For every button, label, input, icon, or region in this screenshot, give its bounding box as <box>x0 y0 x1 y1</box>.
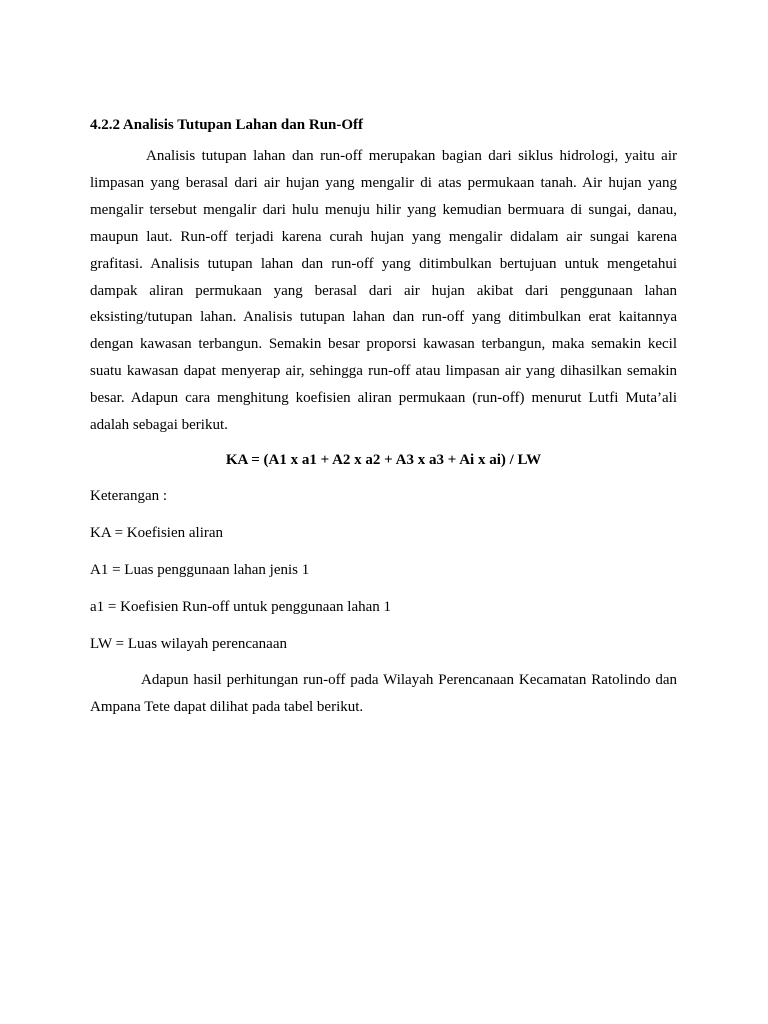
legend-item-lw: LW = Luas wilayah perencanaan <box>90 635 287 652</box>
body-paragraph-1: Analisis tutupan lahan dan run-off merupakan bagian dari siklus hidrologi, yaitu air limpasan yang berasal dari air hujan yang mengalir di atas permukaan tanah. Air hujan yang mengalir tersebut mengalir dari hulu menuju hilir yang kemudian bermuara di sungai, danau, maupun laut. Run-off terjadi karena curah hujan yang mengalir didalam air sungai karena grafitasi. Analisis tutupan lahan dan run-off yang ditimbulkan bertujuan untuk mengetahui dampak aliran permukaan yang berasal dari air hujan akibat dari penggunaan lahan eksisting/tutupan lahan. Analisis tutupan lahan dan run-off yang ditimbulkan erat kaitannya dengan kawasan terbangun. Semakin besar proporsi kawasan terbangun, maka semakin kecil suatu kawasan dapat menyerap air, sehingga run-off atau limpasan air yang dihasilkan semakin besar. Adapun cara menghitung koefisien aliran permukaan (run-off) menurut Lutfi Muta’ali adalah sebagai berikut. <box>90 148 677 434</box>
section-heading: 4.2.2 Analisis Tutupan Lahan dan Run-Off <box>90 117 364 133</box>
page-content <box>90 115 677 721</box>
legend-title: Keterangan : <box>90 487 168 504</box>
legend-item-a1-coefficient: a1 = Koefisien Run-off untuk penggunaan lahan 1 <box>90 598 392 615</box>
formula: KA = (A1 x a1 + A2 x a2 + A3 x a3 + Ai x ai) / LW <box>225 451 542 468</box>
legend-item-ka: KA = Koefisien aliran <box>90 524 224 541</box>
body-paragraph-2: Adapun hasil perhitungan run-off pada Wilayah Perencanaan Kecamatan Ratolindo dan Ampana Tete dapat dilihat pada tabel berikut. <box>90 671 677 715</box>
legend-item-a1: A1 = Luas penggunaan lahan jenis 1 <box>90 561 310 578</box>
